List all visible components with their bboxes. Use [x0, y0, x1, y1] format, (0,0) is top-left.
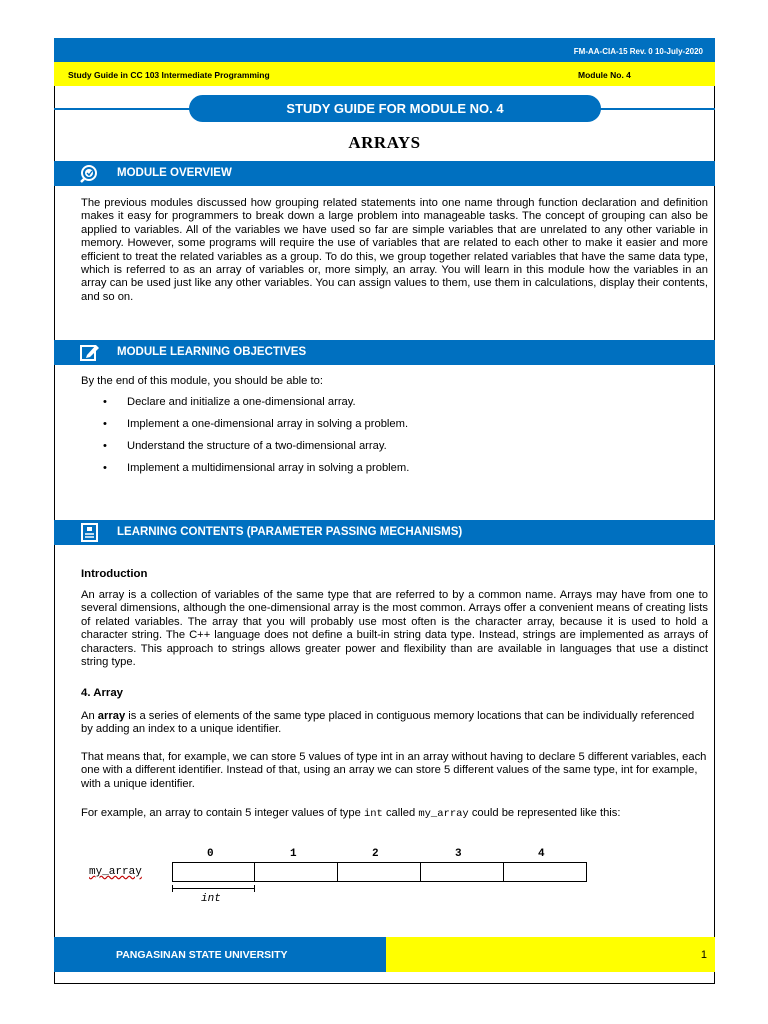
code-int: int — [363, 808, 383, 820]
overview-paragraph: The previous modules discussed how grouping related statements into one name through function declaration and definition makes it easy for programmers to break down a large problem into manageable tasks. The concept of grouping can also be applied to variables. All of the variables we have used so far are simple variables that are unrelated to any other variable in memory. However, some programs will require the use of variables that are related to each other to make it easier and more efficient to treat the related variables as a group. To do this, we group together related variables that have the same data type, which is referred to as an array of variables or, more simply, an array. You will learn in this module how the variables in an array can be used just like any other variables. You can assign values to them, use them in calculations, display their contents, and so on. — [81, 197, 708, 303]
array-name-label: my_array — [89, 866, 142, 878]
objectives-intro: By the end of this module, you should be able to: — [81, 375, 323, 387]
university-name: PANGASINAN STATE UNIVERSITY — [116, 949, 288, 961]
pencil-icon — [78, 342, 102, 363]
doc-code: FM-AA-CIA-15 Rev. 0 10-July-2020 — [573, 47, 703, 56]
array-definition: An array is a series of elements of the same type placed in contiguous memory locations that can be individually referenced by adding an index to a unique identifier. — [81, 710, 695, 736]
list-item: • Implement a multidimensional array in solving a problem. — [103, 462, 410, 474]
introduction-heading: Introduction — [81, 568, 148, 580]
course-title: Study Guide in CC 103 Intermediate Programming — [68, 70, 270, 80]
section-overview-bar — [54, 161, 715, 186]
page-title: ARRAYS — [348, 133, 421, 152]
array-diagram — [81, 842, 611, 912]
introduction-text — [81, 589, 708, 669]
header-code-bar — [54, 38, 715, 62]
document-icon — [78, 522, 102, 543]
page-number: 1 — [700, 949, 707, 961]
list-item: • Declare and initialize a one-dimensional array. — [103, 396, 356, 408]
section-contents-bar — [54, 520, 715, 545]
module-number: Module No. 4 — [578, 70, 631, 80]
introduction-paragraph: An array is a collection of variables of the same type that are referred to by a common name. Arrays may have from one to several dimensions, although the one-dimensional array is the most common. Arrays offer a convenient means of creating lists of related variables. The array that you will probably use most often is the character array, because it is used to hold a character string. The C++ language does not define a built-in string data type. Instead, strings are implemented as arrays of characters. This approach to strings allows greater power and flexibility than are available in languages that use a distinct string type. — [81, 589, 708, 669]
explanation-paragraph: That means that, for example, we can store 5 values of type int in an array without having to declare 5 different variables, each one with a different identifier. Instead of that, using an array we can store 5 different values of the same type, int for example, with a unique identifier. — [81, 751, 707, 790]
array-cell — [504, 862, 587, 882]
objective-text: Understand the structure of a two-dimensional array. — [127, 440, 387, 452]
objective-text: Implement a one-dimensional array in solving a problem. — [127, 418, 409, 430]
section-objectives-bar — [54, 340, 715, 365]
array-example-text: For example, an array to contain 5 integer values of type int called my_array could be represented like this: — [81, 807, 621, 820]
header-course-bar — [54, 62, 715, 86]
type-span-tick — [254, 885, 255, 892]
footer-university-bar — [54, 937, 386, 972]
type-label: int — [201, 893, 221, 905]
index-label: 3 — [455, 848, 462, 860]
index-label: 2 — [372, 848, 379, 860]
list-item: • Understand the structure of a two-dimensional array. — [103, 440, 387, 452]
array-heading: 4. Array — [81, 687, 124, 699]
section-contents-title: LEARNING CONTENTS (PARAMETER PASSING MECHANISMS) — [117, 526, 463, 538]
type-span-tick — [172, 885, 173, 892]
section-objectives-title: MODULE LEARNING OBJECTIVES — [117, 346, 307, 358]
array-cell — [421, 862, 504, 882]
guide-title-banner — [189, 95, 601, 122]
type-span-line — [172, 888, 255, 889]
footer-page-bar — [386, 937, 715, 972]
overview-text — [81, 197, 708, 304]
array-explanation — [81, 751, 708, 791]
objective-text: Declare and initialize a one-dimensional array. — [127, 396, 356, 408]
magnifier-icon — [78, 163, 102, 184]
bold-term: array — [97, 710, 126, 722]
index-label: 0 — [207, 848, 214, 860]
index-label: 4 — [538, 848, 545, 860]
guide-title: STUDY GUIDE FOR MODULE NO. 4 — [286, 101, 504, 116]
section-overview-title: MODULE OVERVIEW — [117, 167, 232, 179]
array-cell — [172, 862, 255, 882]
objective-text: Implement a multidimensional array in solving a problem. — [127, 462, 410, 474]
list-item: • Implement a one-dimensional array in solving a problem. — [103, 418, 409, 430]
index-label: 1 — [290, 848, 297, 860]
code-my-array: my_array — [418, 808, 469, 820]
array-cell — [255, 862, 338, 882]
array-cell — [338, 862, 421, 882]
objectives-list — [81, 396, 701, 484]
